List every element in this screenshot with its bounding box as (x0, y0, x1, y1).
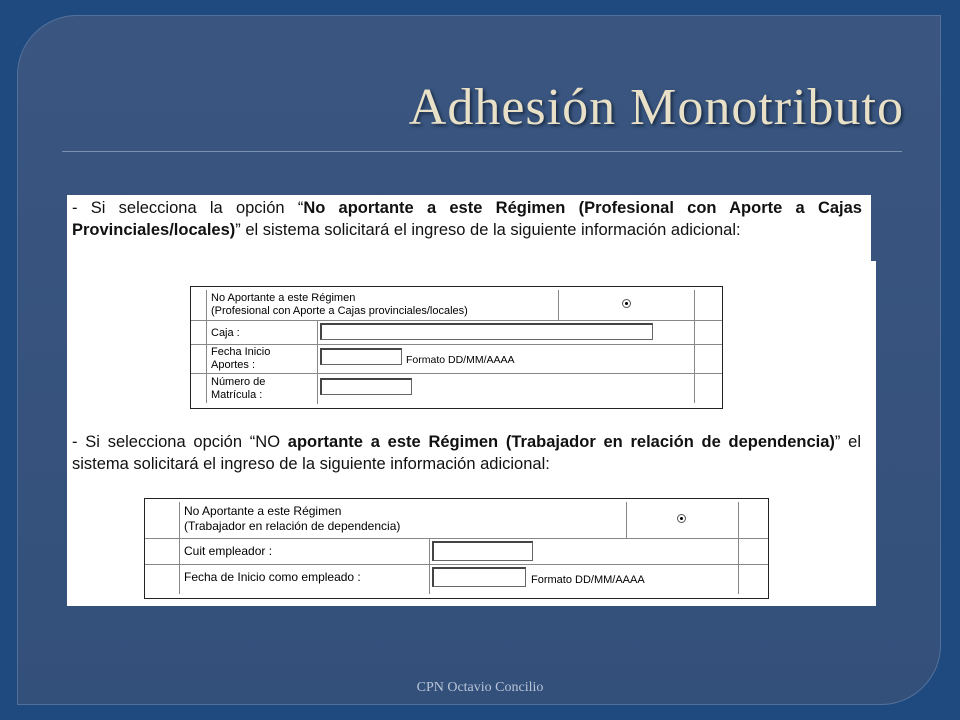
form2-row-divider (145, 538, 768, 539)
paragraph-bold-text: No aportante a este Régimen (Profesional con Aporte a Cajas Provinciales/locales) (72, 199, 862, 239)
form2-right-border (738, 502, 739, 594)
screenshot-panel (67, 261, 876, 606)
bullet-dash: - (72, 433, 78, 451)
form1-row-divider (191, 320, 722, 321)
radio-dependencia[interactable] (677, 514, 686, 523)
form1-right-border (694, 290, 695, 403)
form2-row-divider (145, 564, 768, 565)
form2-left-border (179, 502, 180, 594)
form-profesional (190, 286, 723, 409)
slide-title: Adhesión Monotributo (408, 79, 904, 136)
cuit-empleador-input[interactable] (432, 541, 533, 561)
form1-row-divider (191, 373, 722, 374)
form2-header-line1: No Aportante a este Régimen (184, 504, 342, 518)
cuit-empleador-label: Cuit empleador : (184, 544, 273, 558)
paragraph-text: Si selecciona opción “NO (85, 433, 288, 451)
fecha-format-hint: Formato DD/MM/AAAA (531, 574, 645, 586)
caja-label: Caja : (211, 327, 240, 339)
paragraph-text: ” el sistema solicitará el ingreso de la siguiente información adicional: (235, 221, 741, 239)
matricula-label-line2: Matrícula : (211, 389, 263, 401)
form1-left-border (206, 290, 207, 403)
paragraph-bold-text: aportante a este Régimen (Trabajador en relación de dependencia) (287, 433, 835, 451)
radio-profesional[interactable] (622, 299, 631, 308)
bullet-dash: - (72, 199, 78, 217)
paragraph-text: Si selecciona la opción “ (90, 199, 304, 217)
fecha-inicio-label-line2: Aportes : (211, 359, 256, 371)
form1-header-line1: No Aportante a este Régimen (211, 292, 356, 304)
instruction-paragraph-1 (72, 197, 862, 241)
form1-row-divider (191, 344, 722, 345)
fecha-inicio-empleado-input[interactable] (432, 567, 526, 587)
slide-footer: CPN Octavio Concilio (416, 680, 544, 695)
form2-divider (626, 502, 627, 538)
fecha-inicio-label-line1: Fecha Inicio (211, 346, 271, 358)
caja-input[interactable] (320, 323, 653, 340)
form1-divider (558, 290, 559, 320)
form1-header-line2: (Profesional con Aporte a Cajas provinciales/locales) (211, 305, 468, 317)
fecha-inicio-aportes-input[interactable] (320, 348, 402, 365)
numero-matricula-input[interactable] (320, 378, 412, 395)
fecha-inicio-empleado-label: Fecha de Inicio como empleado : (184, 570, 361, 584)
matricula-label-line1: Número de (211, 376, 266, 388)
fecha-format-hint: Formato DD/MM/AAAA (406, 354, 515, 366)
paragraph-text: ” el sistema solicitará el ingreso de la siguiente información adicional: (72, 433, 861, 473)
title-divider (62, 151, 902, 152)
instruction-panel-1 (67, 195, 871, 261)
form-dependencia (144, 498, 769, 599)
form2-header-line2: (Trabajador en relación de dependencia) (184, 519, 401, 533)
form1-col-divider (317, 320, 318, 404)
instruction-paragraph-2 (72, 431, 861, 475)
form2-col-divider (429, 538, 430, 594)
